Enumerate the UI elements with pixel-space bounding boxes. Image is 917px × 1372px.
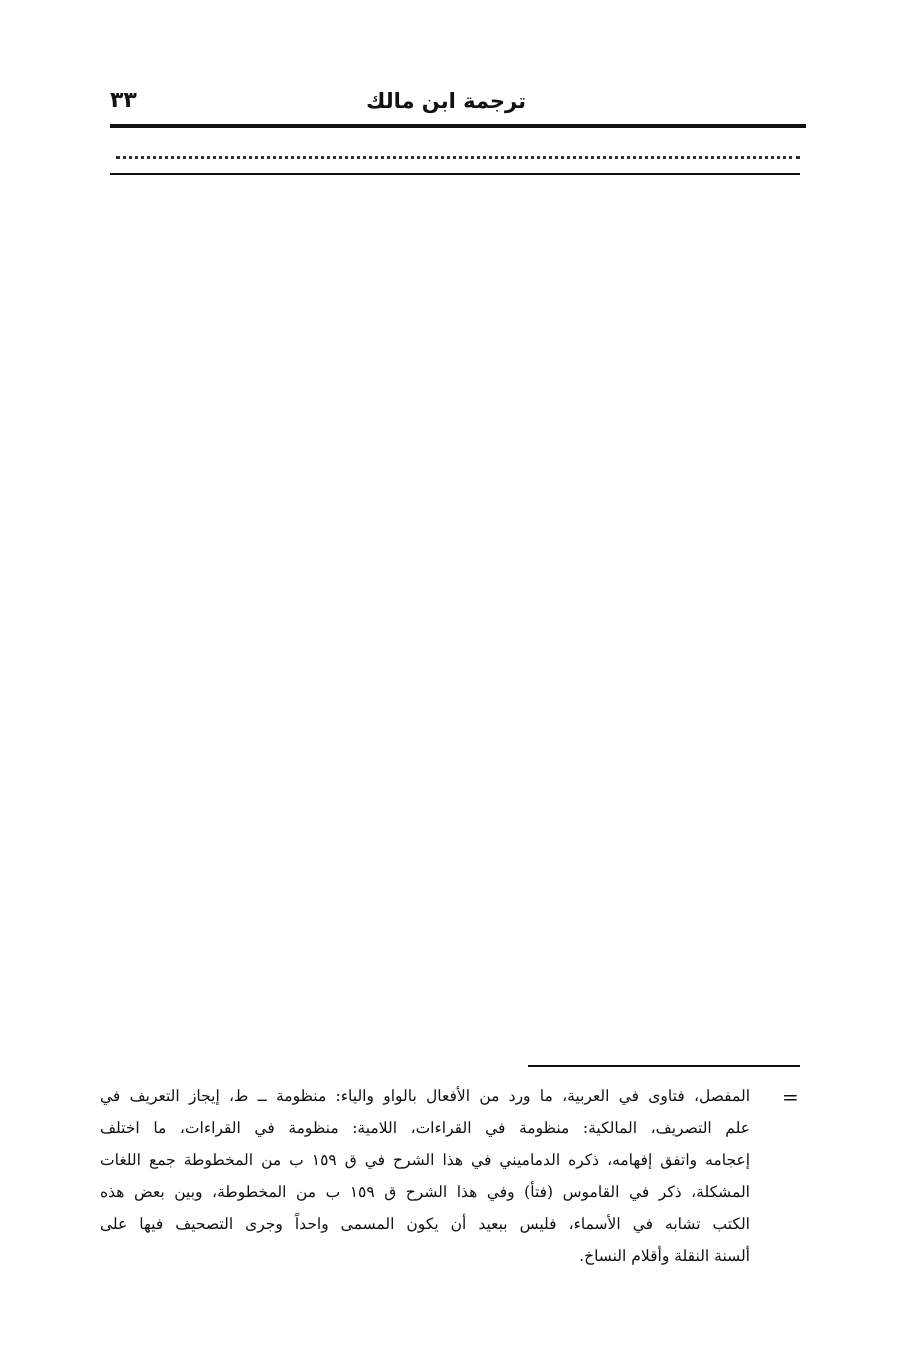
- footnote-line: المفصل، فتاوى في العربية، ما ورد من الأفعال بالواو والياء: منظومة ــ ط، إيجاز التعريف في: [100, 1087, 750, 1105]
- footnote-line: إعجامه واتفق إفهامه، ذكره الدماميني في هذا الشرح في ق ١٥٩ ب من المخطوطة جمع اللغات: [100, 1151, 750, 1169]
- footnote-line: الكتب تشابه في الأسماء، فليس ببعيد أن يكون المسمى واحداً وجرى التصحيف فيها على: [100, 1215, 750, 1233]
- header-dotted-rule: [116, 156, 800, 159]
- running-header: [110, 84, 806, 122]
- footnote-text: [100, 1080, 750, 1280]
- page-title: ترجمة ابن مالك: [366, 89, 526, 113]
- footnote-line: المشكلة، ذكر في القاموس (فتأ) وفي هذا الشرح ق ١٥٩ ب من المخطوطة، وبين بعض هذه: [100, 1183, 750, 1201]
- footnote-continuation-mark: =: [782, 1085, 799, 1109]
- footnote-separator: [528, 1065, 800, 1067]
- page-number: ٣٣: [110, 88, 137, 113]
- header-thin-rule: [110, 173, 800, 175]
- footnote-line: ألسنة النقلة وأقلام النساخ.: [579, 1247, 750, 1265]
- header-thick-rule: [110, 124, 806, 128]
- footnote-line: علم التصريف، المالكية: منظومة في القراءات، اللامية: منظومة في القراءات، ما اختلف: [100, 1119, 750, 1137]
